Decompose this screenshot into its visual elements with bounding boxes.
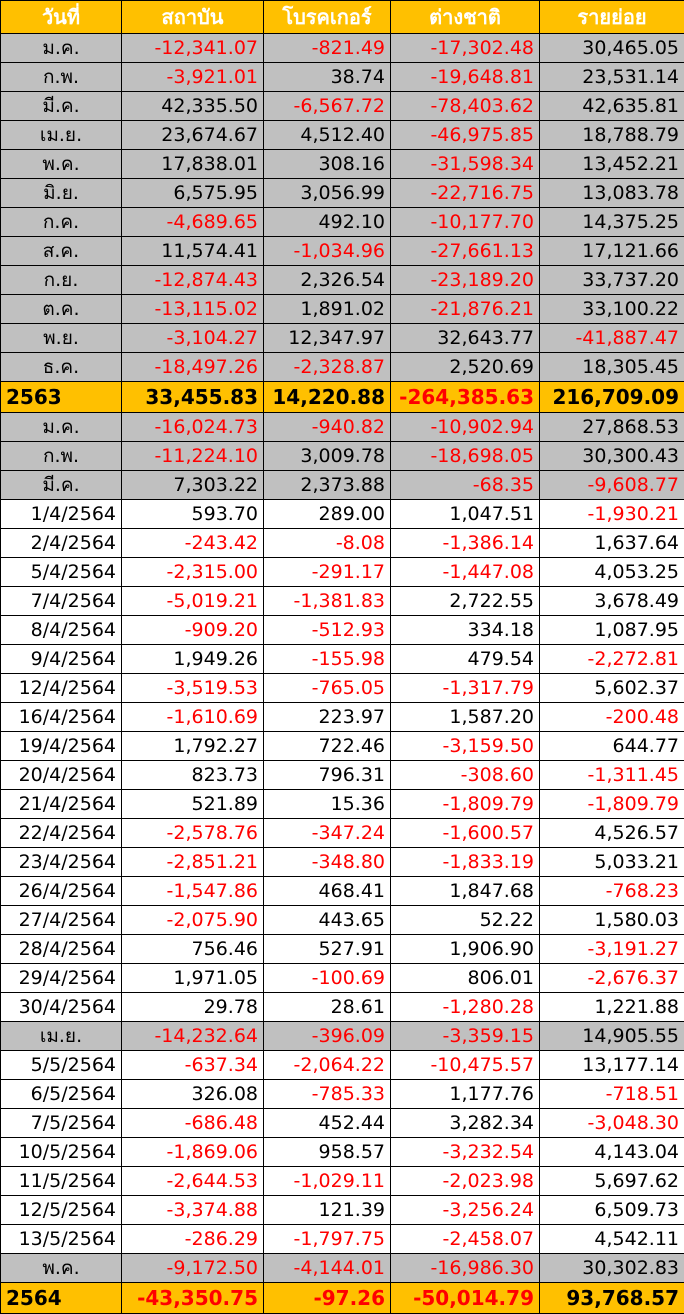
month-row [1,413,684,442]
date-cell: 12/4/2564 [1,674,122,703]
foreign-cell: -1,833.19 [391,848,540,877]
institution-cell: 17,838.01 [122,150,264,179]
broker-cell: -396.09 [264,1022,391,1051]
date-cell: 2564 [1,1283,122,1314]
daily-row [1,1225,684,1254]
retail-cell: 5,697.62 [540,1167,684,1196]
retail-cell: -1,809.79 [540,790,684,819]
date-cell: 26/4/2564 [1,877,122,906]
foreign-cell: -2,458.07 [391,1225,540,1254]
retail-cell: 17,121.66 [540,237,684,266]
foreign-cell: -23,189.20 [391,266,540,295]
daily-row [1,761,684,790]
institution-cell: 326.08 [122,1080,264,1109]
institution-cell: -3,104.27 [122,324,264,353]
foreign-cell: -264,385.63 [391,382,540,413]
retail-cell: -41,887.47 [540,324,684,353]
broker-cell: -348.80 [264,848,391,877]
institution-cell: 521.89 [122,790,264,819]
institution-cell: -1,547.86 [122,877,264,906]
daily-row [1,645,684,674]
retail-cell: -1,311.45 [540,761,684,790]
retail-cell: 1,580.03 [540,906,684,935]
daily-row [1,790,684,819]
foreign-cell: 2,520.69 [391,353,540,382]
daily-row [1,877,684,906]
broker-cell: -97.26 [264,1283,391,1314]
date-cell: เม.ย. [1,1022,122,1051]
date-cell: 1/4/2564 [1,500,122,529]
broker-cell: -347.24 [264,819,391,848]
retail-cell: 1,221.88 [540,993,684,1022]
foreign-cell: -22,716.75 [391,179,540,208]
foreign-cell: 1,906.90 [391,935,540,964]
retail-cell: -2,676.37 [540,964,684,993]
institution-cell: -2,644.53 [122,1167,264,1196]
date-cell: 7/4/2564 [1,587,122,616]
broker-cell: -2,064.22 [264,1051,391,1080]
foreign-cell: -308.60 [391,761,540,790]
retail-cell: -9,608.77 [540,471,684,500]
retail-cell: 18,305.45 [540,353,684,382]
daily-row [1,529,684,558]
date-cell: 9/4/2564 [1,645,122,674]
broker-cell: -2,328.87 [264,353,391,382]
date-cell: 10/5/2564 [1,1138,122,1167]
foreign-cell: -16,986.30 [391,1254,540,1283]
broker-cell: 492.10 [264,208,391,237]
broker-cell: 14,220.88 [264,382,391,413]
foreign-cell: 334.18 [391,616,540,645]
retail-cell: 30,465.05 [540,34,684,63]
date-cell: 19/4/2564 [1,732,122,761]
institution-cell: 823.73 [122,761,264,790]
broker-cell: -512.93 [264,616,391,645]
date-cell: ม.ค. [1,34,122,63]
date-cell: มี.ค. [1,92,122,121]
date-cell: 11/5/2564 [1,1167,122,1196]
broker-cell: 308.16 [264,150,391,179]
institution-cell: 29.78 [122,993,264,1022]
foreign-cell: 479.54 [391,645,540,674]
broker-cell: 958.57 [264,1138,391,1167]
retail-cell: 1,087.95 [540,616,684,645]
institution-cell: 42,335.50 [122,92,264,121]
foreign-cell: 1,047.51 [391,500,540,529]
retail-cell: 30,302.83 [540,1254,684,1283]
retail-cell: -3,191.27 [540,935,684,964]
institution-cell: -286.29 [122,1225,264,1254]
retail-cell: 4,143.04 [540,1138,684,1167]
broker-cell: 4,512.40 [264,121,391,150]
date-cell: 7/5/2564 [1,1109,122,1138]
retail-cell: 6,509.73 [540,1196,684,1225]
retail-cell: -1,930.21 [540,500,684,529]
institution-cell: -18,497.26 [122,353,264,382]
institution-cell: -909.20 [122,616,264,645]
header-institution: สถาบัน [122,1,264,34]
foreign-cell: -1,386.14 [391,529,540,558]
broker-cell: 722.46 [264,732,391,761]
institution-cell: -9,172.50 [122,1254,264,1283]
retail-cell: 33,737.20 [540,266,684,295]
date-cell: ก.พ. [1,63,122,92]
institution-cell: -2,578.76 [122,819,264,848]
retail-cell: 14,905.55 [540,1022,684,1051]
date-cell: 22/4/2564 [1,819,122,848]
broker-cell: 1,891.02 [264,295,391,324]
daily-row [1,1080,684,1109]
retail-cell: 216,709.09 [540,382,684,413]
date-cell: 2563 [1,382,122,413]
broker-cell: -765.05 [264,674,391,703]
institution-cell: -3,519.53 [122,674,264,703]
institution-cell: 1,792.27 [122,732,264,761]
date-cell: 29/4/2564 [1,964,122,993]
institution-cell: -4,689.65 [122,208,264,237]
foreign-cell: -46,975.85 [391,121,540,150]
retail-cell: 30,300.43 [540,442,684,471]
date-cell: 6/5/2564 [1,1080,122,1109]
daily-row [1,703,684,732]
institution-cell: -5,019.21 [122,587,264,616]
broker-cell: 443.65 [264,906,391,935]
broker-cell: -8.08 [264,529,391,558]
institution-cell: -3,921.01 [122,63,264,92]
month-row [1,266,684,295]
broker-cell: 3,056.99 [264,179,391,208]
date-cell: ต.ค. [1,295,122,324]
month-row [1,63,684,92]
broker-cell: -6,567.72 [264,92,391,121]
daily-row [1,906,684,935]
foreign-cell: -3,159.50 [391,732,540,761]
broker-cell: -155.98 [264,645,391,674]
date-cell: 21/4/2564 [1,790,122,819]
institution-cell: -43,350.75 [122,1283,264,1314]
foreign-cell: -10,475.57 [391,1051,540,1080]
retail-cell: 13,452.21 [540,150,684,179]
date-cell: พ.ค. [1,1254,122,1283]
retail-cell: 27,868.53 [540,413,684,442]
month-row [1,1022,684,1051]
foreign-cell: -21,876.21 [391,295,540,324]
broker-cell: -821.49 [264,34,391,63]
month-row [1,150,684,179]
institution-cell: 23,674.67 [122,121,264,150]
broker-cell: 15.36 [264,790,391,819]
foreign-cell: -68.35 [391,471,540,500]
institution-cell: -13,115.02 [122,295,264,324]
institution-cell: 756.46 [122,935,264,964]
retail-cell: 23,531.14 [540,63,684,92]
daily-row [1,964,684,993]
month-row [1,295,684,324]
broker-cell: 2,373.88 [264,471,391,500]
month-row [1,471,684,500]
broker-cell: -940.82 [264,413,391,442]
foreign-cell: -19,648.81 [391,63,540,92]
foreign-cell: -10,177.70 [391,208,540,237]
retail-cell: -768.23 [540,877,684,906]
date-cell: 5/5/2564 [1,1051,122,1080]
month-row [1,353,684,382]
institution-cell: -1,610.69 [122,703,264,732]
retail-cell: 14,375.25 [540,208,684,237]
broker-cell: -1,029.11 [264,1167,391,1196]
year-row [1,382,684,413]
institution-cell: -12,874.43 [122,266,264,295]
broker-cell: -4,144.01 [264,1254,391,1283]
month-row [1,92,684,121]
date-cell: เม.ย. [1,121,122,150]
retail-cell: 4,053.25 [540,558,684,587]
date-cell: 27/4/2564 [1,906,122,935]
retail-cell: -2,272.81 [540,645,684,674]
daily-row [1,935,684,964]
broker-cell: 38.74 [264,63,391,92]
foreign-cell: -17,302.48 [391,34,540,63]
institution-cell: -12,341.07 [122,34,264,63]
daily-row [1,1138,684,1167]
retail-cell: 13,083.78 [540,179,684,208]
daily-row [1,993,684,1022]
institution-cell: -14,232.64 [122,1022,264,1051]
month-row [1,179,684,208]
year-row [1,1283,684,1314]
broker-cell: 28.61 [264,993,391,1022]
broker-cell: 2,326.54 [264,266,391,295]
institution-cell: -2,315.00 [122,558,264,587]
broker-cell: -291.17 [264,558,391,587]
date-cell: ก.ย. [1,266,122,295]
header-date: วันที่ [1,1,122,34]
date-cell: มี.ค. [1,471,122,500]
institution-cell: -637.34 [122,1051,264,1080]
daily-row [1,1167,684,1196]
broker-cell: -1,797.75 [264,1225,391,1254]
broker-cell: 527.91 [264,935,391,964]
institution-cell: 593.70 [122,500,264,529]
institution-cell: -3,374.88 [122,1196,264,1225]
retail-cell: -200.48 [540,703,684,732]
retail-cell: 5,033.21 [540,848,684,877]
institution-cell: -11,224.10 [122,442,264,471]
daily-row [1,500,684,529]
foreign-cell: -1,317.79 [391,674,540,703]
institution-cell: 33,455.83 [122,382,264,413]
date-cell: พ.ย. [1,324,122,353]
date-cell: 16/4/2564 [1,703,122,732]
foreign-cell: -1,809.79 [391,790,540,819]
foreign-cell: 2,722.55 [391,587,540,616]
retail-cell: 5,602.37 [540,674,684,703]
foreign-cell: -31,598.34 [391,150,540,179]
date-cell: 8/4/2564 [1,616,122,645]
month-row [1,442,684,471]
date-cell: 20/4/2564 [1,761,122,790]
foreign-cell: 1,177.76 [391,1080,540,1109]
header-broker: โบรคเกอร์ [264,1,391,34]
daily-row [1,558,684,587]
retail-cell: 18,788.79 [540,121,684,150]
institution-cell: 6,575.95 [122,179,264,208]
date-cell: ส.ค. [1,237,122,266]
institution-cell: -243.42 [122,529,264,558]
date-cell: ธ.ค. [1,353,122,382]
institution-cell: -16,024.73 [122,413,264,442]
daily-row [1,1051,684,1080]
foreign-cell: 1,587.20 [391,703,540,732]
date-cell: ม.ค. [1,413,122,442]
broker-cell: 289.00 [264,500,391,529]
retail-cell: 3,678.49 [540,587,684,616]
foreign-cell: -1,600.57 [391,819,540,848]
month-row [1,1254,684,1283]
foreign-cell: -3,232.54 [391,1138,540,1167]
month-row [1,324,684,353]
daily-row [1,848,684,877]
date-cell: 28/4/2564 [1,935,122,964]
month-row [1,34,684,63]
institution-cell: 11,574.41 [122,237,264,266]
foreign-cell: -78,403.62 [391,92,540,121]
institution-cell: -2,851.21 [122,848,264,877]
daily-row [1,1196,684,1225]
retail-cell: 33,100.22 [540,295,684,324]
table-body [1,34,684,1314]
broker-cell: 3,009.78 [264,442,391,471]
broker-cell: -785.33 [264,1080,391,1109]
broker-cell: 223.97 [264,703,391,732]
retail-cell: 4,526.57 [540,819,684,848]
broker-cell: -100.69 [264,964,391,993]
institution-cell: -2,075.90 [122,906,264,935]
foreign-cell: -18,698.05 [391,442,540,471]
retail-cell: -718.51 [540,1080,684,1109]
institution-cell: 1,949.26 [122,645,264,674]
retail-cell: 1,637.64 [540,529,684,558]
daily-row [1,587,684,616]
daily-row [1,674,684,703]
date-cell: 12/5/2564 [1,1196,122,1225]
foreign-cell: 52.22 [391,906,540,935]
retail-cell: 13,177.14 [540,1051,684,1080]
institution-cell: 1,971.05 [122,964,264,993]
foreign-cell: 3,282.34 [391,1109,540,1138]
broker-cell: -1,381.83 [264,587,391,616]
foreign-cell: -10,902.94 [391,413,540,442]
foreign-cell: -50,014.79 [391,1283,540,1314]
header-retail: รายย่อย [540,1,684,34]
date-cell: ก.พ. [1,442,122,471]
date-cell: ก.ค. [1,208,122,237]
broker-cell: 468.41 [264,877,391,906]
date-cell: 13/5/2564 [1,1225,122,1254]
month-row [1,121,684,150]
broker-cell: 796.31 [264,761,391,790]
date-cell: 5/4/2564 [1,558,122,587]
foreign-cell: 32,643.77 [391,324,540,353]
daily-row [1,819,684,848]
broker-cell: 12,347.97 [264,324,391,353]
foreign-cell: -3,256.24 [391,1196,540,1225]
retail-cell: -3,048.30 [540,1109,684,1138]
date-cell: 30/4/2564 [1,993,122,1022]
date-cell: พ.ค. [1,150,122,179]
retail-cell: 644.77 [540,732,684,761]
foreign-cell: -1,280.28 [391,993,540,1022]
institution-cell: 7,303.22 [122,471,264,500]
foreign-cell: -1,447.08 [391,558,540,587]
date-cell: 2/4/2564 [1,529,122,558]
daily-row [1,1109,684,1138]
broker-cell: 121.39 [264,1196,391,1225]
institution-cell: -1,869.06 [122,1138,264,1167]
foreign-cell: -3,359.15 [391,1022,540,1051]
retail-cell: 4,542.11 [540,1225,684,1254]
foreign-cell: -2,023.98 [391,1167,540,1196]
header-row [1,1,684,34]
header-foreign: ต่างชาติ [391,1,540,34]
foreign-cell: 1,847.68 [391,877,540,906]
broker-cell: 452.44 [264,1109,391,1138]
daily-row [1,732,684,761]
date-cell: มิ.ย. [1,179,122,208]
foreign-cell: 806.01 [391,964,540,993]
broker-cell: -1,034.96 [264,237,391,266]
month-row [1,208,684,237]
month-row [1,237,684,266]
daily-row [1,616,684,645]
foreign-cell: -27,661.13 [391,237,540,266]
date-cell: 23/4/2564 [1,848,122,877]
retail-cell: 93,768.57 [540,1283,684,1314]
institution-cell: -686.48 [122,1109,264,1138]
retail-cell: 42,635.81 [540,92,684,121]
